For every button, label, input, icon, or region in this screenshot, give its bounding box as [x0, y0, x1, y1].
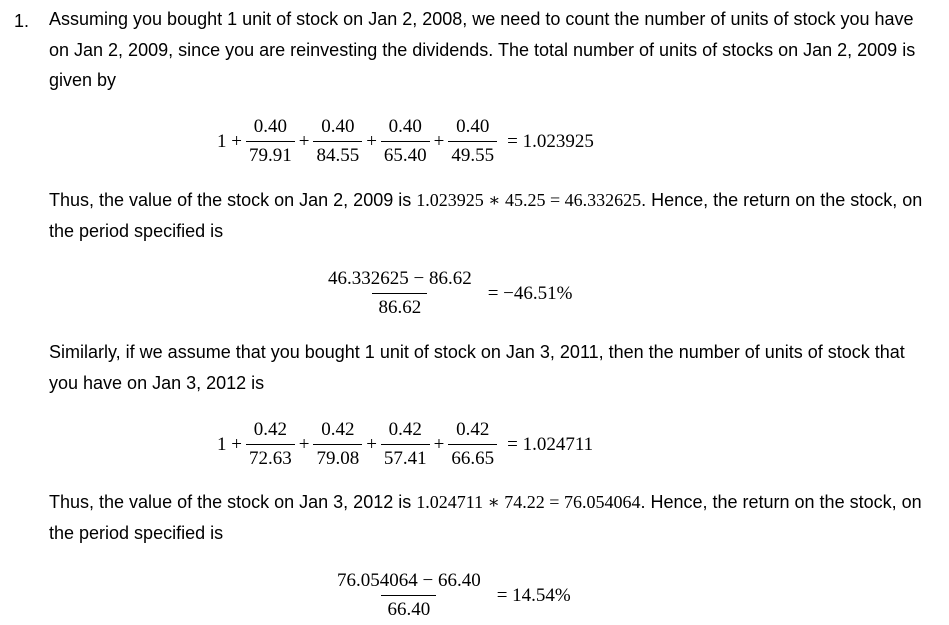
paragraph-intro: Assuming you bought 1 unit of stock on Jan 2, 2008, we need to count the number of units of stock you have on Jan 2, 2009, since you are reinvesting the dividends. The total number of units of stocks on Jan 2, 2009 is given by	[49, 9, 916, 90]
fraction-denominator: 49.55	[448, 141, 497, 167]
equation-result: = −46.51%	[487, 282, 573, 304]
equation-return-2009	[320, 268, 574, 319]
equation-result: = 1.024711	[507, 433, 594, 455]
equation-return-2012	[329, 570, 573, 621]
equation-result: = 1.023925	[507, 130, 594, 152]
fraction-denominator: 79.91	[246, 141, 295, 167]
plus-sign: +	[433, 433, 445, 455]
fraction-numerator: 0.42	[253, 419, 287, 440]
paragraph-text: Thus, the value of the stock on Jan 2, 2009 is	[49, 190, 417, 210]
fraction-numerator: 0.40	[388, 116, 422, 137]
plus-sign: +	[366, 130, 377, 152]
plus-sign: +	[366, 433, 377, 455]
fraction-numerator: 0.42	[388, 419, 422, 440]
fraction-numerator: 46.332625 − 86.62	[328, 268, 472, 289]
fraction	[448, 419, 497, 470]
fraction	[331, 570, 487, 621]
fraction-denominator: 66.65	[448, 444, 497, 470]
plus-sign: +	[298, 433, 310, 455]
paragraph-value-2012	[49, 487, 929, 548]
fraction-numerator: 0.40	[456, 116, 490, 137]
paragraph-value-2009	[49, 185, 929, 246]
fraction-numerator: 0.40	[253, 116, 287, 137]
equation-lead: 1 +	[217, 130, 242, 152]
fraction-numerator: 0.40	[321, 116, 355, 137]
list-number: 1.	[14, 11, 30, 31]
fraction	[246, 116, 295, 167]
fraction	[246, 419, 295, 470]
fraction	[448, 116, 497, 167]
fraction	[381, 116, 430, 167]
equation-units-2009	[215, 116, 596, 167]
fraction-denominator: 79.08	[313, 444, 362, 470]
plus-sign: +	[298, 130, 310, 152]
fraction-denominator: 57.41	[381, 444, 430, 470]
fraction-denominator: 72.63	[246, 444, 295, 470]
equation-units-2012	[215, 419, 595, 470]
fraction-numerator: 0.42	[321, 419, 355, 440]
fraction	[313, 116, 362, 167]
fraction-denominator: 65.40	[381, 141, 430, 167]
fraction	[381, 419, 430, 470]
inline-math: 1.024711 ∗ 74.22 = 76.054064	[416, 492, 641, 512]
paragraph-text: . Hence, the return on the stock, on the period specified is	[49, 190, 923, 241]
fraction-numerator: 0.42	[456, 419, 490, 440]
paragraph-similarly: Similarly, if we assume that you bought 1 unit of stock on Jan 3, 2011, then the number of units of stock that you have on Jan 3, 2012 is	[49, 342, 905, 393]
fraction-denominator: 86.62	[372, 293, 427, 319]
paragraph-text: . Hence, the return on the stock, on the period specified is	[49, 492, 922, 543]
fraction	[322, 268, 478, 319]
equation-result: = 14.54%	[496, 584, 571, 606]
equation-lead: 1 +	[217, 433, 242, 455]
plus-sign: +	[433, 130, 445, 152]
paragraph-text: Thus, the value of the stock on Jan 3, 2012 is	[49, 492, 417, 512]
fraction	[313, 419, 362, 470]
fraction-numerator: 76.054064 − 66.40	[337, 570, 481, 591]
inline-math: 1.023925 ∗ 45.25 = 46.332625	[416, 190, 642, 210]
fraction-denominator: 84.55	[313, 141, 362, 167]
fraction-denominator: 66.40	[381, 595, 436, 621]
